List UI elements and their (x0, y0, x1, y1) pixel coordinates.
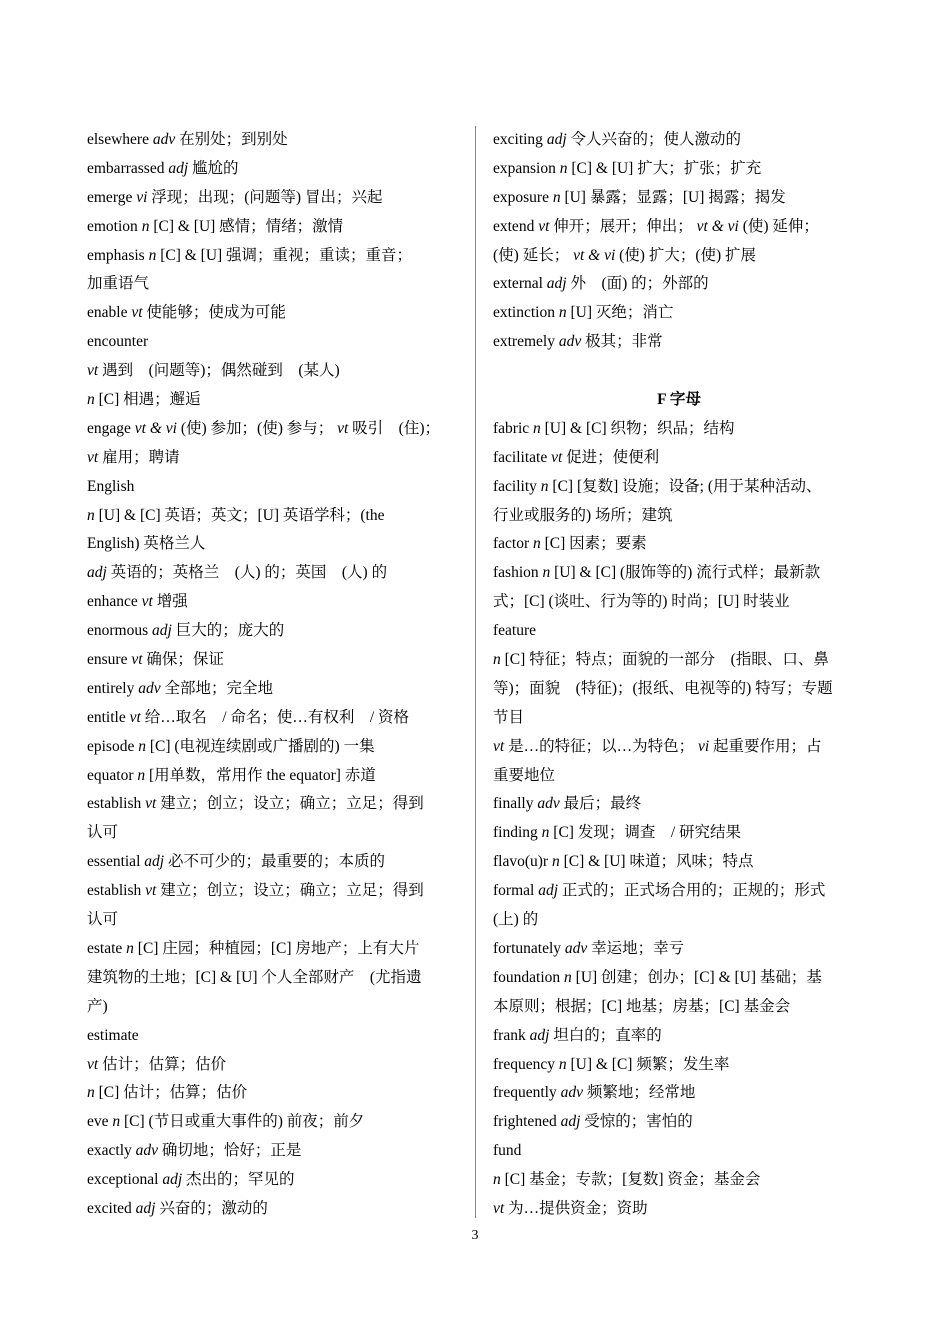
definition-text: 认可 (87, 824, 119, 842)
dictionary-entry-line (87, 270, 463, 299)
part-of-speech: vt (538, 217, 550, 235)
dictionary-entry-line (493, 1022, 865, 1051)
dictionary-entry-line (493, 675, 865, 704)
dictionary-entry-line (493, 299, 865, 328)
part-of-speech: n (141, 217, 150, 235)
entry-word: emphasis (87, 246, 145, 264)
definition-text: 促进；使便利 (566, 448, 660, 466)
part-of-speech: adj (168, 159, 189, 177)
part-of-speech: n (137, 766, 146, 784)
definition-text: [C] 发现；调查 / 研究结果 (553, 824, 742, 842)
definition-text: 使能够；使成为可能 (146, 304, 286, 322)
dictionary-entry-line (87, 473, 463, 502)
dictionary-entry-line (87, 848, 463, 877)
part-of-speech: adj (87, 564, 107, 582)
part-of-speech: adj (538, 882, 559, 900)
definition-text: 等)；面貌 (特征)；(报纸、电视等的) 特写；专题 (493, 679, 833, 697)
dictionary-entry-line (87, 386, 463, 415)
entry-word: exactly (87, 1142, 132, 1160)
entry-word: external (493, 275, 543, 293)
entry-word: finding (493, 824, 538, 842)
entry-word: fabric (493, 419, 530, 437)
dictionary-entry-line (493, 762, 865, 791)
definition-text: [U] 灭绝；消亡 (570, 304, 674, 322)
entry-word: enhance (87, 593, 138, 611)
definition-text: [U] & [C] 英语；英文；[U] 英语学科；(the (98, 506, 385, 524)
dictionary-entry-line (87, 530, 463, 559)
definition-text: (使) 参加；(使) 参与； (180, 419, 334, 437)
dictionary-entry-line (87, 559, 463, 588)
entry-word: flavo(u)r (493, 853, 549, 871)
dictionary-entry-line (493, 559, 865, 588)
part-of-speech: adv (152, 131, 176, 148)
entry-word: entitle (87, 708, 126, 726)
entry-word: embarrassed (87, 159, 165, 177)
definition-text: 产) (87, 997, 108, 1015)
dictionary-entry-line (87, 588, 463, 617)
definition-text: 巨大的；庞大的 (175, 622, 285, 640)
part-of-speech: vt (551, 448, 563, 466)
part-of-speech: adv (560, 1084, 583, 1102)
dictionary-entry-line (493, 415, 865, 444)
definition-text: 英语的；英格兰 (人) 的；英国 (人) 的 (110, 564, 388, 582)
part-of-speech: n (112, 1113, 121, 1131)
dictionary-entry-line (87, 126, 463, 155)
definition-text: 全部地；完全地 (164, 679, 273, 697)
entry-word: ensure (87, 651, 128, 669)
dictionary-entry-line (493, 1195, 865, 1224)
dictionary-entry-line (87, 328, 463, 357)
dictionary-entry-line (87, 1195, 463, 1224)
part-of-speech: adv (537, 795, 560, 813)
entry-word: excited (87, 1199, 132, 1217)
entry-word: formal (493, 882, 535, 900)
dictionary-entry-line (493, 155, 865, 184)
part-of-speech: adj (529, 1026, 550, 1044)
definition-text: [C] 估计；估算；估价 (98, 1084, 248, 1102)
dictionary-entry-line (87, 646, 463, 675)
definition-text: (上) 的 (493, 911, 539, 929)
entry-word: encounter (87, 333, 149, 351)
definition-text: (使) 扩大；(使) 扩展 (619, 246, 757, 264)
entry-word: emotion (87, 217, 138, 235)
page-number: 3 (471, 1228, 479, 1243)
part-of-speech: vt (131, 304, 143, 322)
entry-word: frequently (493, 1084, 557, 1102)
dictionary-entry-line (87, 762, 463, 791)
part-of-speech: n (542, 564, 551, 582)
entry-word: extend (493, 217, 535, 235)
entry-word: establish (87, 882, 142, 900)
definition-text: 必不可少的；最重要的；本质的 (167, 853, 385, 871)
entry-word: frequency (493, 1055, 555, 1073)
entry-word: factor (493, 535, 530, 553)
part-of-speech: vt (141, 593, 153, 611)
definition-text: 建立；创立；设立；确立；立足；得到 (160, 882, 424, 900)
part-of-speech: adv (558, 333, 582, 351)
dictionary-entry-line (87, 1108, 463, 1137)
definition-text: 行业或服务的) 场所；建筑 (493, 506, 673, 524)
entry-word: entirely (87, 679, 135, 697)
part-of-speech: n (533, 535, 541, 553)
definition-text: [C] (节日或重大事件的) 前夜；前夕 (124, 1113, 365, 1131)
entry-word: enable (87, 304, 128, 322)
dictionary-entry-line (493, 473, 865, 502)
dictionary-entry-line (493, 270, 865, 299)
entry-word: facility (493, 477, 537, 495)
entry-word: estate (87, 939, 123, 957)
entry-word: equator (87, 766, 134, 784)
dictionary-entry-line (493, 906, 865, 935)
dictionary-entry-line (87, 299, 463, 328)
definition-text: [U] & [C] 频繁；发生率 (570, 1055, 730, 1073)
right-column (493, 126, 865, 1224)
dictionary-entry-line (493, 646, 865, 675)
dictionary-entry-line (493, 184, 865, 213)
entry-word: extremely (493, 333, 555, 351)
part-of-speech: n (493, 651, 501, 669)
definition-text: 式；[C] (谈吐、行为等的) 时尚；[U] 时装业 (493, 593, 790, 611)
entry-word: estimate (87, 1026, 139, 1044)
part-of-speech: vt & vi (696, 217, 739, 235)
dictionary-entry-line (493, 1166, 865, 1195)
dictionary-entry-line (493, 617, 865, 646)
part-of-speech: adv (564, 939, 588, 957)
part-of-speech: vt (131, 651, 143, 669)
part-of-speech: adv (135, 1142, 159, 1160)
definition-text: 兴奋的；激动的 (159, 1199, 268, 1217)
part-of-speech: n (541, 824, 550, 842)
dictionary-entry-line (493, 502, 865, 531)
entry-word: English (87, 477, 135, 495)
entry-word: essential (87, 853, 141, 871)
entry-word: foundation (493, 968, 561, 986)
dictionary-entry-line (493, 1051, 865, 1080)
part-of-speech: n (148, 246, 157, 264)
dictionary-entry-line (87, 733, 463, 762)
dictionary-entry-line (87, 213, 463, 242)
entry-word: extinction (493, 304, 555, 322)
dictionary-entry-line (87, 155, 463, 184)
definition-text: 估计；估算；估价 (102, 1055, 227, 1073)
definition-text: 加重语气 (87, 275, 150, 293)
entry-word: elsewhere (87, 131, 149, 148)
entry-word: expansion (493, 159, 556, 177)
part-of-speech: adj (546, 131, 567, 148)
definition-text: 杰出的；罕见的 (186, 1171, 295, 1189)
part-of-speech: n (551, 853, 560, 871)
definition-text: 是…的特征；以…为特色； (508, 737, 695, 755)
part-of-speech: n (564, 968, 572, 986)
part-of-speech: vt (145, 882, 157, 900)
entry-word: emerge (87, 188, 133, 206)
entry-word: facilitate (493, 448, 548, 466)
part-of-speech: adj (162, 1171, 183, 1189)
entry-word: exposure (493, 188, 549, 206)
definition-text: [U] 暴露；显露；[U] 揭露；揭发 (564, 188, 786, 206)
definition-text: 起重要作用；占 (713, 737, 822, 755)
definition-text: [C] 基金；专款；[复数] 资金；基金会 (504, 1171, 761, 1189)
dictionary-entry-line (493, 1108, 865, 1137)
definition-text: 在别处；到别处 (179, 131, 288, 148)
definition-text: 建立；创立；设立；确立；立足；得到 (160, 795, 424, 813)
entry-word: feature (493, 622, 537, 640)
part-of-speech: n (87, 506, 95, 524)
definition-text: [用单数，常用作 the equator] 赤道 (148, 766, 376, 784)
dictionary-entry-line (493, 848, 865, 877)
part-of-speech: adj (152, 622, 172, 640)
definition-text: 尴尬的 (192, 159, 239, 177)
dictionary-entry-line (87, 993, 463, 1022)
dictionary-entry-line (87, 444, 463, 473)
definition-text: 重要地位 (493, 766, 556, 784)
definition-text: 正式的；正式场合用的；正规的；形式 (561, 882, 826, 900)
part-of-speech: n (87, 1084, 95, 1102)
dictionary-entry-line (493, 877, 865, 906)
part-of-speech: n (138, 737, 146, 755)
dictionary-entry-line (493, 242, 865, 271)
definition-text: [U] & [C] (服饰等的) 流行式样；最新款 (554, 564, 821, 582)
definition-text: 建筑物的土地；[C] & [U] 个人全部财产 (尤指遗 (87, 968, 422, 986)
dictionary-entry-line (87, 617, 463, 646)
part-of-speech: vt (493, 737, 505, 755)
definition-text: 节目 (493, 708, 525, 726)
definition-text: (使) 延伸； (742, 217, 819, 235)
definition-text: 本原则；根据；[C] 地基；房基；[C] 基金会 (493, 997, 791, 1015)
dictionary-entry-line (87, 675, 463, 704)
part-of-speech: n (540, 477, 549, 495)
entry-word: fortunately (493, 939, 562, 957)
part-of-speech: adv (138, 679, 161, 697)
part-of-speech: vi (136, 188, 148, 206)
dictionary-entry-line (493, 704, 865, 733)
dictionary-entry-line (493, 1079, 865, 1108)
dictionary-entry-line (87, 415, 463, 444)
definition-text: 坦白的；直率的 (553, 1026, 662, 1044)
entry-word: frank (493, 1026, 526, 1044)
definition-text: English) 英格兰人 (87, 535, 206, 553)
part-of-speech: vt (129, 708, 141, 726)
definition-text: 极其；非常 (585, 333, 663, 351)
definition-text: [C] 特征；特点；面貌的一部分 (指眼、口、鼻 (504, 651, 829, 669)
part-of-speech: adj (546, 275, 567, 293)
entry-word: engage (87, 419, 131, 437)
entry-word: eve (87, 1113, 109, 1131)
dictionary-entry-line (87, 1051, 463, 1080)
definition-text: [C] & [U] 味道；风味；特点 (563, 853, 754, 871)
definition-text: 外 (面) 的；外部的 (570, 275, 709, 293)
part-of-speech: vt (493, 1199, 505, 1217)
part-of-speech: adj (560, 1113, 581, 1131)
definition-text: 受惊的；害怕的 (584, 1113, 693, 1131)
entry-word: exceptional (87, 1171, 159, 1189)
part-of-speech: n (552, 188, 561, 206)
entry-word: fund (493, 1142, 522, 1160)
dictionary-entry-line (493, 733, 865, 762)
dictionary-entry-line (87, 1022, 463, 1051)
definition-text: [C] 相遇；邂逅 (98, 391, 201, 409)
part-of-speech: n (533, 419, 541, 437)
definition-text: 增强 (156, 593, 188, 611)
definition-text: 认可 (87, 911, 119, 929)
part-of-speech: vt & vi (573, 246, 616, 264)
entry-word: enormous (87, 622, 149, 640)
definition-text: 雇用；聘请 (102, 448, 180, 466)
part-of-speech: vi (697, 737, 710, 755)
part-of-speech: vt (87, 1055, 99, 1073)
part-of-speech: adj (144, 853, 165, 871)
dictionary-entry-line (87, 906, 463, 935)
part-of-speech: n (559, 159, 568, 177)
dictionary-entry-line (87, 964, 463, 993)
part-of-speech: adj (135, 1199, 156, 1217)
definition-text: [U] & [C] 织物；织品；结构 (544, 419, 735, 437)
part-of-speech: vt & vi (134, 419, 177, 437)
dictionary-entry-line (493, 935, 865, 964)
definition-text: [C] & [U] 感情；情绪；激情 (153, 217, 344, 235)
dictionary-entry-line (493, 1137, 865, 1166)
part-of-speech: n (493, 1171, 501, 1189)
dictionary-entry-line (87, 1166, 463, 1195)
dictionary-entry-line (87, 1079, 463, 1108)
definition-text: [C] [复数] 设施；设备; (用于某种活动、 (552, 477, 822, 495)
part-of-speech: n (558, 1055, 567, 1073)
entry-word: establish (87, 795, 142, 813)
entry-word: episode (87, 737, 135, 755)
definition-text: 为…提供资金；资助 (508, 1199, 648, 1217)
dictionary-entry-line (493, 530, 865, 559)
part-of-speech: vt (145, 795, 157, 813)
dictionary-entry-line (87, 1137, 463, 1166)
entry-word: fashion (493, 564, 539, 582)
definition-text: 伸开；展开；伸出； (553, 217, 693, 235)
dictionary-entry-line (87, 502, 463, 531)
dictionary-entry-line (493, 819, 865, 848)
definition-text: [C] 因素；要素 (544, 535, 647, 553)
dictionary-entry-line (87, 357, 463, 386)
definition-text: [U] 创建；创办；[C] & [U] 基础；基 (575, 968, 822, 986)
entry-word: exciting (493, 131, 543, 148)
dictionary-entry-line (493, 328, 865, 357)
definition-text: 确保；保证 (146, 651, 224, 669)
dictionary-entry-line (493, 588, 865, 617)
definition-text: 遇到 (问题等)；偶然碰到 (某人) (102, 362, 340, 380)
dictionary-entry-line (87, 819, 463, 848)
part-of-speech: vt (337, 419, 349, 437)
definition-text: [C] & [U] 扩大；扩张；扩充 (571, 159, 762, 177)
definition-text: 令人兴奋的；使人激动的 (570, 131, 742, 148)
left-column (87, 126, 463, 1224)
definition-text: [C] 庄园；种植园；[C] 房地产；上有大片 (137, 939, 420, 957)
entry-word: frightened (493, 1113, 557, 1131)
definition-text: 频繁地；经常地 (586, 1084, 696, 1102)
part-of-speech: vt (87, 362, 99, 380)
definition-text: (使) 延长； (493, 246, 570, 264)
definition-text: 浮现；出现；(问题等) 冒出；兴起 (151, 188, 383, 206)
definition-text: 确切地；恰好；正是 (161, 1142, 302, 1160)
definition-text: 吸引 (住)； (352, 419, 440, 437)
part-of-speech: vt (87, 448, 99, 466)
definition-text: [C] (电视连续剧或广播剧的) 一集 (149, 737, 375, 755)
dictionary-entry-line (87, 242, 463, 271)
definition-text: [C] & [U] 强调；重视；重读；重音； (160, 246, 413, 264)
entry-word: finally (493, 795, 534, 813)
part-of-speech: n (558, 304, 567, 322)
dictionary-entry-line (87, 877, 463, 906)
dictionary-entry-line (493, 964, 865, 993)
definition-text: 给…取名 / 命名；使…有权利 / 资格 (144, 708, 410, 726)
column-divider (475, 126, 476, 1218)
dictionary-entry-line (493, 444, 865, 473)
dictionary-entry-line (87, 184, 463, 213)
dictionary-entry-line (87, 704, 463, 733)
part-of-speech: n (87, 391, 95, 409)
dictionary-entry-line (493, 790, 865, 819)
dictionary-entry-line (493, 126, 865, 155)
part-of-speech: n (126, 939, 134, 957)
dictionary-entry-line (87, 790, 463, 819)
dictionary-entry-line (493, 993, 865, 1022)
definition-text: 幸运地；幸亏 (591, 939, 685, 957)
definition-text: 最后；最终 (563, 795, 642, 813)
dictionary-entry-line (87, 935, 463, 964)
section-heading: F 字母 (657, 391, 701, 409)
dictionary-entry-line (493, 213, 865, 242)
blank-line (493, 357, 865, 386)
